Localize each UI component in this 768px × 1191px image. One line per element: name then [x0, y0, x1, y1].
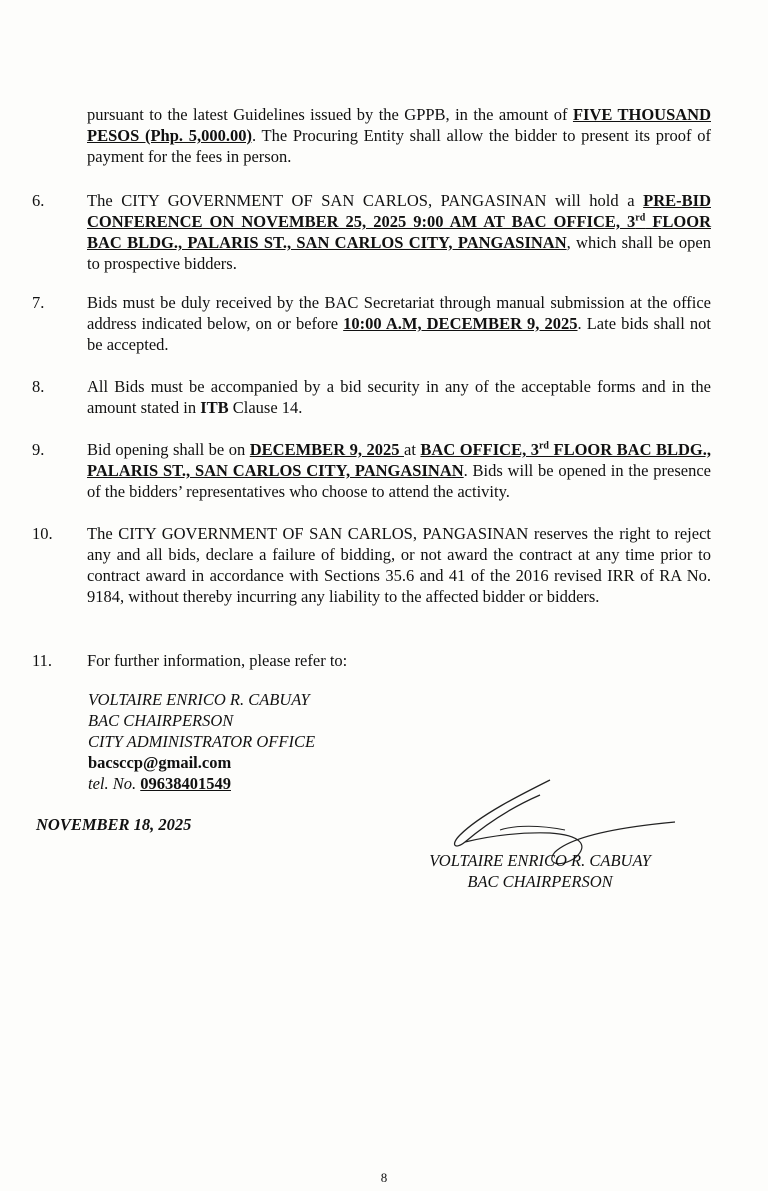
tel-label: tel. No.	[88, 774, 141, 793]
location-text-end: FLOOR BAC BLDG., PALARIS ST., SAN CARLOS CITY, PANGASINAN	[87, 440, 712, 480]
item-9-text: Bid opening shall be on	[87, 440, 250, 459]
contact-name: VOLTAIRE ENRICO R. CABUAY	[88, 690, 310, 709]
bid-opening-date: DECEMBER 9, 2025	[249, 440, 404, 459]
item-11-number: 11.	[32, 651, 53, 670]
signatory-position: BAC CHAIRPERSON	[467, 872, 613, 891]
item-11-paragraph: For further information, please refer to:	[87, 651, 348, 670]
prebid-text: PRE-BID CONFERENCE ON NOVEMBER 25, 2025 9:00 AM AT BAC OFFICE, 3	[87, 191, 711, 231]
ordinal-suffix: rd	[538, 440, 549, 452]
contact-position: BAC CHAIRPERSON	[88, 711, 234, 730]
item-7-paragraph	[87, 292, 711, 355]
signatory-name: VOLTAIRE ENRICO R. CABUAY	[429, 851, 651, 870]
intro-text: pursuant to the latest Guidelines issued by the GPPB, in the amount of	[87, 105, 573, 124]
prebid-location: FLOOR BAC BLDG., PALARIS ST., SAN CARLOS CITY, PANGASINAN	[87, 212, 711, 252]
item-9-paragraph	[87, 439, 711, 502]
intro-text-end: . The Procuring Entity shall allow the bidder to present its proof of payment for the fees in person.	[87, 126, 711, 166]
item-6-text: The CITY GOVERNMENT OF SAN CARLOS, PANGASINAN will hold a	[87, 191, 644, 210]
item-10-number: 10.	[32, 524, 53, 543]
item-8-text: All Bids must be accompanied by a bid security in any of the acceptable forms and in the amount stated in	[87, 377, 711, 417]
item-7-text: Bids must be duly received by the BAC Secretariat through manual submission at the office address indicated below, on or before	[87, 293, 711, 333]
item-9-text-at: at	[404, 440, 421, 459]
location-text: BAC OFFICE, 3	[420, 440, 539, 459]
intro-paragraph	[87, 104, 711, 167]
itb-reference: ITB	[200, 398, 229, 417]
item-9-number: 9.	[32, 440, 45, 459]
item-8-text-end: Clause 14.	[228, 398, 303, 417]
contact-phone[interactable]: 09638401549	[140, 774, 231, 793]
item-10-paragraph: The CITY GOVERNMENT OF SAN CARLOS, PANGASINAN reserves the right to reject any and all bids, declare a failure of bidding, or not award the contract at any time prior to contract award in accordance with Sections 35.6 and 41 of the 2016 revised IRR of RA No. 9184, without thereby incurring any liability to the affected bidder or bidders.	[87, 524, 711, 606]
item-6-number: 6.	[32, 191, 45, 210]
bid-deadline: 10:00 A.M, DECEMBER 9, 2025	[343, 314, 578, 333]
contact-block	[88, 689, 315, 794]
contact-phone-line	[88, 773, 315, 794]
item-8-number: 8.	[32, 377, 45, 396]
item-7-text-end: . Late bids shall not be accepted.	[87, 314, 711, 354]
fee-amount: FIVE THOUSAND PESOS (Php. 5,000.00)	[87, 105, 711, 145]
item-6-text-end: , which shall be open to prospective bidders.	[87, 233, 711, 273]
item-7-number: 7.	[32, 293, 45, 312]
contact-email[interactable]: bacsccp@gmail.com	[88, 753, 232, 772]
contact-office: CITY ADMINISTRATOR OFFICE	[88, 732, 316, 751]
page-number: 8	[380, 1170, 388, 1185]
ordinal-suffix: rd	[635, 212, 646, 224]
item-9-text-end: . Bids will be opened in the presence of the bidders’ representatives who choose to attend the activity.	[87, 461, 711, 501]
item-8-paragraph	[87, 376, 711, 418]
document-date: NOVEMBER 18, 2025	[36, 815, 192, 834]
signatory-block	[415, 850, 665, 892]
item-6-paragraph	[87, 190, 711, 274]
